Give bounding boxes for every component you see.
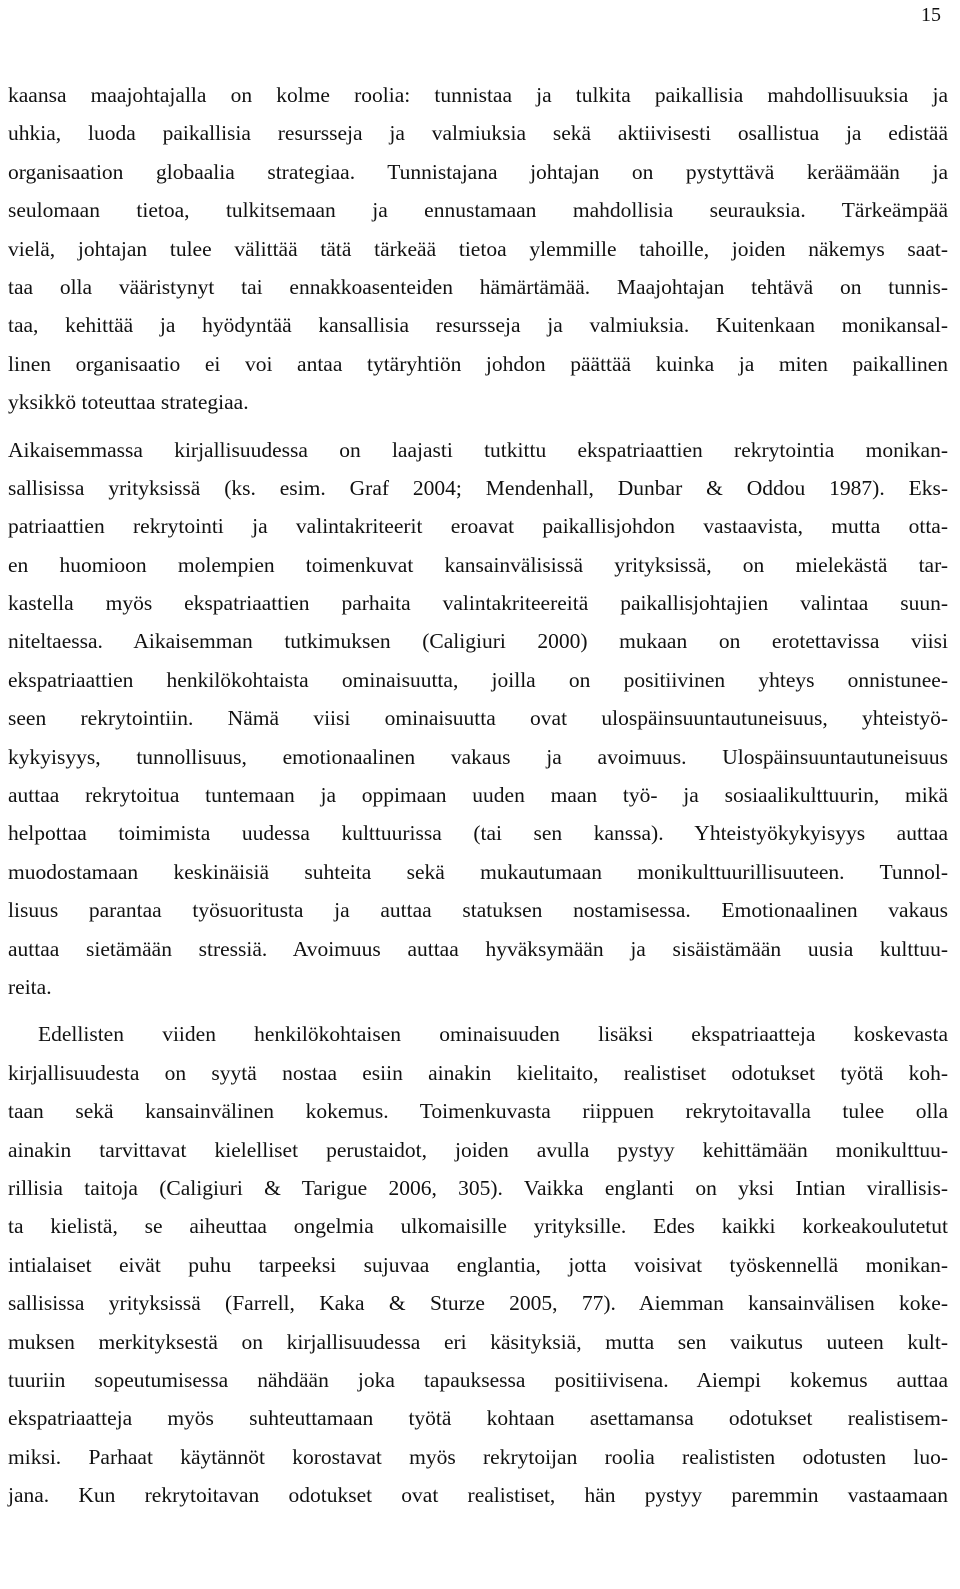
text-line: kaansa maajohtajalla on kolme roolia: tunnistaa ja tulkita paikallisia mahdollisuuksia ja — [8, 83, 948, 107]
text-line: patriaattien rekrytointi ja valintakriteerit eroavat paikallisjohdon vastaavista, mutta otta- — [8, 514, 948, 539]
text-line: taa, kehittää ja hyödyntää kansallisia resursseja ja valmiuksia. Kuitenkaan monikansal- — [8, 313, 948, 338]
text-line: intialaiset eivät puhu tarpeeksi sujuvaa englantia, jotta voisivat työskennellä monikan- — [8, 1252, 948, 1277]
paragraph — [8, 1015, 948, 1514]
text-line: seen rekrytointiin. Nämä viisi ominaisuutta ovat ulospäinsuuntautuneisuus, yhteistyö- — [8, 706, 948, 731]
text-line: rillisia taitoja (Caligiuri & Tarigue 2006, 305). Vaikka englanti on yksi Intian virallisis- — [8, 1175, 948, 1200]
page-number: 15 — [921, 4, 941, 26]
text-line: sallisissa yrityksissä (Farrell, Kaka & Sturze 2005, 77). Aiemman kansainvälisen koke- — [8, 1291, 948, 1316]
text-line: en huomioon molempien toimenkuvat kansainvälisissä yrityksissä, on mielekästä tar- — [8, 552, 948, 577]
text-line: lisuus parantaa työsuoritusta ja auttaa statuksen nostamisessa. Emotionaalinen vakaus — [8, 898, 948, 923]
text-line: ta kielistä, se aiheuttaa ongelmia ulkomaisille yrityksille. Edes kaikki korkeakoulutetut — [8, 1214, 948, 1239]
text-line: linen organisaatio ei voi antaa tytäryhtiön johdon päättää kuinka ja miten paikallinen — [8, 351, 948, 376]
text-line: muksen merkityksestä on kirjallisuudessa eri käsityksiä, mutta sen vaikutus uuteen kult- — [8, 1329, 948, 1354]
text-line: taan sekä kansainvälinen kokemus. Toimenkuvasta riippuen rekrytoitavalla tulee olla — [8, 1099, 948, 1124]
text-line: Edellisten viiden henkilökohtaisen ominaisuuden lisäksi ekspatriaatteja koskevasta — [38, 1022, 948, 1047]
body-text — [8, 76, 948, 1514]
text-line: ekspatriaatteja myös suhteuttamaan työtä kohtaan asettamansa odotukset realistisem- — [8, 1406, 948, 1431]
paragraph-gap — [8, 422, 948, 431]
text-line: seulomaan tietoa, tulkitsemaan ja ennustamaan mahdollisia seurauksia. Tärkeämpää — [8, 198, 948, 223]
text-line: taa olla vääristynyt tai ennakkoasenteiden hämärtämää. Maajohtajan tehtävä on tunnis- — [8, 274, 948, 299]
text-line: auttaa rekrytoitua tuntemaan ja oppimaan uuden maan työ- ja sosiaalikulttuurin, mikä — [8, 783, 948, 808]
paragraph — [8, 76, 948, 422]
text-line: yksikkö toteuttaa strategiaa. — [8, 390, 249, 415]
text-line: miksi. Parhaat käytännöt korostavat myös rekrytoijan roolia realististen odotusten luo- — [8, 1444, 948, 1469]
text-line: auttaa sietämään stressiä. Avoimuus auttaa hyväksymään ja sisäistämään uusia kulttuu- — [8, 936, 948, 961]
text-line: uhkia, luoda paikallisia resursseja ja valmiuksia sekä aktiivisesti osallistua ja edistää — [8, 121, 948, 146]
text-line: reita. — [8, 974, 52, 999]
text-line: sallisissa yrityksissä (ks. esim. Graf 2004; Mendenhall, Dunbar & Oddou 1987). Eks- — [8, 475, 948, 500]
text-line: vielä, johtajan tulee välittää tätä tärkeää tietoa ylemmille tahoille, joiden näkemys saat- — [8, 236, 948, 261]
text-line: kastella myös ekspatriaattien parhaita valintakriteereitä paikallisjohtajien valintaa suun- — [8, 591, 948, 616]
text-line: ainakin tarvittavat kielelliset perustaidot, joiden avulla pystyy kehittämään monikulttuu- — [8, 1137, 948, 1162]
text-line: jana. Kun rekrytoitavan odotukset ovat realistiset, hän pystyy paremmin vastaamaan — [8, 1483, 948, 1508]
text-line: Aikaisemmassa kirjallisuudessa on laajasti tutkittu ekspatriaattien rekrytointia monikan- — [8, 437, 948, 462]
text-line: helpottaa toimimista uudessa kulttuurissa (tai sen kanssa). Yhteistyökykyisyys auttaa — [8, 821, 948, 846]
text-line: ekspatriaattien henkilökohtaista ominaisuutta, joilla on positiivinen yhteys onnistunee- — [8, 667, 948, 692]
paragraph — [8, 431, 948, 1007]
text-line: organisaation globaalia strategiaa. Tunnistajana johtajan on pystyttävä keräämään ja — [8, 159, 948, 184]
text-line: niteltaessa. Aikaisemman tutkimuksen (Caligiuri 2000) mukaan on erotettavissa viisi — [8, 629, 948, 654]
text-line: muodostamaan keskinäisiä suhteita sekä mukautumaan monikulttuurillisuuteen. Tunnol- — [8, 859, 948, 884]
paragraph-gap — [8, 1006, 948, 1015]
text-line: kykyisyys, tunnollisuus, emotionaalinen vakaus ja avoimuus. Ulospäinsuuntautuneisuus — [8, 744, 948, 769]
text-line: kirjallisuudesta on syytä nostaa esiin ainakin kielitaito, realistiset odotukset työtä koh- — [8, 1060, 948, 1085]
text-line: tuuriin sopeutumisessa nähdään joka tapauksessa positiivisena. Aiempi kokemus auttaa — [8, 1367, 948, 1392]
